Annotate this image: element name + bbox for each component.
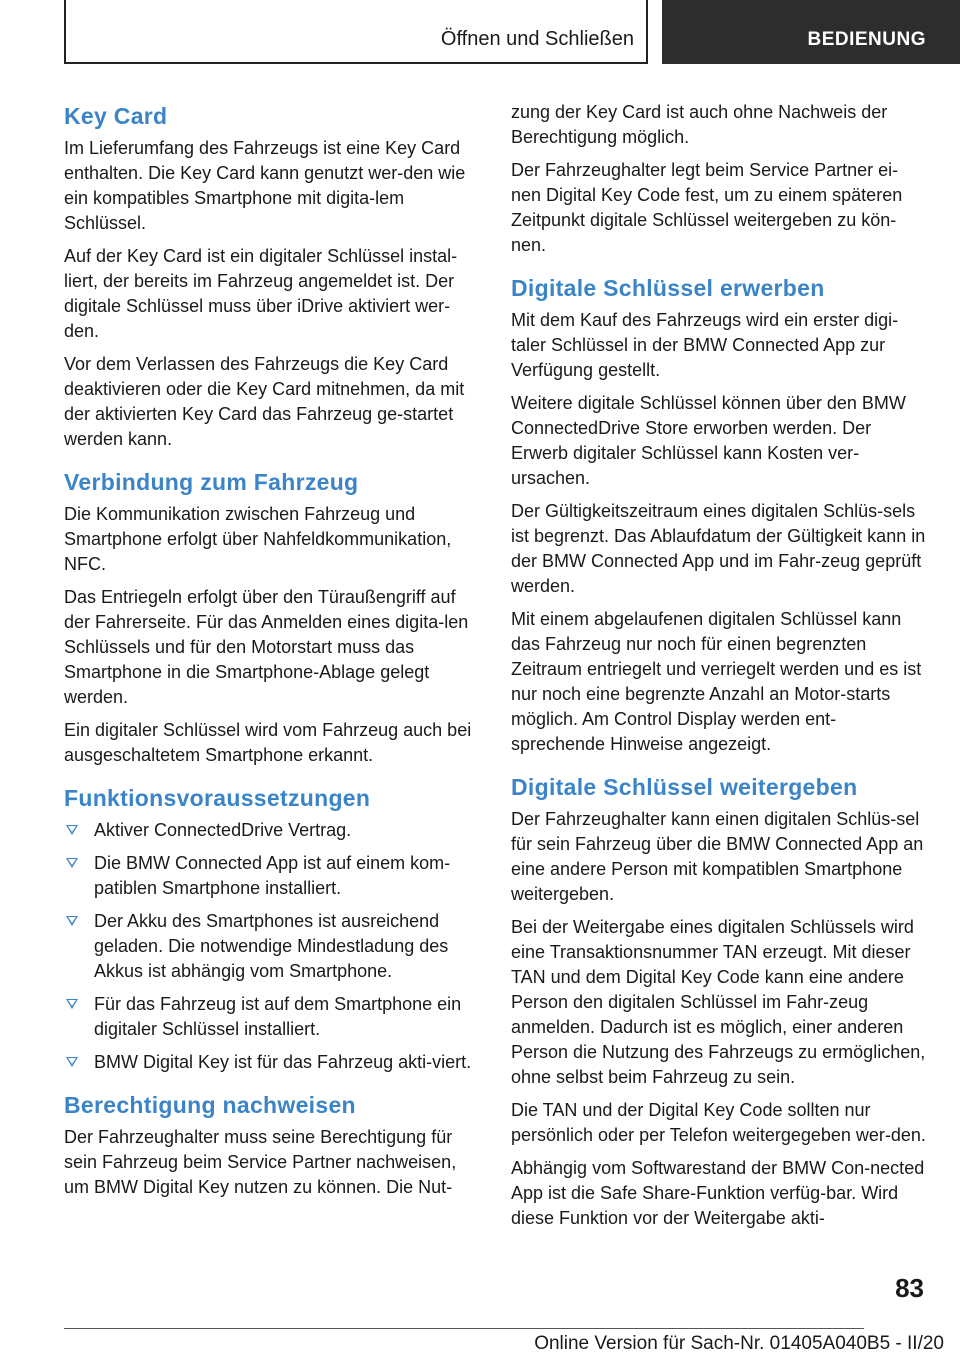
heading-funktionsvoraussetzungen: Funktionsvoraussetzungen <box>64 785 371 811</box>
list-item <box>64 851 480 901</box>
paragraph: Mit einem abgelaufenen digitalen Schlüssel kann das Fahrzeug nur noch für einen begrenzten Zeitraum entriegelt und verriegelt werden und es ist nur noch eine begrenzte Anzahl an Motor-starts möglich. Am Control Display werden ent-sprechende Hinweise angezeigt. <box>511 609 922 754</box>
list-item <box>64 909 480 984</box>
triangle-bullet-icon <box>66 825 78 835</box>
section-funktionsvoraussetzungen <box>64 782 480 1075</box>
paragraph: Der Gültigkeitszeitraum eines digitalen Schlüs-sels ist begrenzt. Das Ablaufdatum der Gültigkeit kann in der BMW Connected App und im Fahr-zeug geprüft werden. <box>511 501 926 596</box>
chapter-tab <box>662 0 960 64</box>
paragraph: Ein digitaler Schlüssel wird vom Fahrzeug auch bei ausgeschaltetem Smartphone erkannt. <box>64 720 472 765</box>
paragraph: Die TAN und der Digital Key Code sollten nur persönlich oder per Telefon weitergegeben wer-den. <box>511 1100 926 1145</box>
paragraph: Der Fahrzeughalter legt beim Service Partner ei-nen Digital Key Code fest, um zu einem späteren Zeitpunkt digitale Schlüssel weitergeben zu kön-nen. <box>511 160 903 255</box>
list-item-text: Die BMW Connected App ist auf einem kom-patiblen Smartphone installiert. <box>94 853 451 898</box>
paragraph: Vor dem Verlassen des Fahrzeugs die Key Card deaktivieren oder die Key Card mitnehmen, da mit der aktivierten Key Card das Fahrzeug ge-startet werden kann. <box>64 354 465 449</box>
chapter-label: BEDIENUNG <box>807 29 926 50</box>
page-number: 83 <box>895 1273 924 1303</box>
paragraph: Der Fahrzeughalter muss seine Berechtigung für sein Fahrzeug beim Service Partner nachweisen, um BMW Digital Key nutzen zu können. Die Nut- <box>64 1127 457 1197</box>
heading-key-card: Key Card <box>64 103 168 129</box>
heading-erwerben: Digitale Schlüssel erwerben <box>511 275 825 301</box>
triangle-bullet-icon <box>66 1057 78 1067</box>
triangle-bullet-icon <box>66 916 78 926</box>
section-verbindung <box>64 466 480 768</box>
paragraph: Abhängig vom Softwarestand der BMW Con-nected App ist die Safe Share-Funktion verfüg-bar. Wird diese Funktion vor der Weitergabe akti- <box>511 1158 925 1228</box>
left-column <box>64 100 480 1214</box>
section-title: Öffnen und Schließen <box>440 28 634 50</box>
list-item <box>64 1050 480 1075</box>
paragraph: Bei der Weitergabe eines digitalen Schlüssels wird eine Transaktionsnummer TAN erzeugt. Mit dieser TAN und dem Digital Key Code kann eine andere Person den digitalen Schlüssel im Fahr-zeug anmelden. Dadurch ist es möglich, einer anderen Person die Nutzung des Fahrzeugs zu ermöglichen, ohne selbst beim Fahrzeug zu sein. <box>511 917 926 1087</box>
heading-verbindung: Verbindung zum Fahrzeug <box>64 469 359 495</box>
list-item-text: Der Akku des Smartphones ist ausreichend geladen. Die notwendige Mindestladung des Akkus ist abhängig vom Smartphone. <box>94 911 449 981</box>
page-header <box>0 0 960 66</box>
list-item-text: Für das Fahrzeug ist auf dem Smartphone ein digitaler Schlüssel installiert. <box>94 994 462 1039</box>
paragraph: Der Fahrzeughalter kann einen digitalen Schlüs-sel für sein Fahrzeug über die BMW Connected App an eine andere Person mit kompatiblen Smartphone weitergeben. <box>511 809 924 904</box>
paragraph: Im Lieferumfang des Fahrzeugs ist eine Key Card enthalten. Die Key Card kann genutzt wer-den wie ein kompatibles Smartphone mit digita-lem Schlüssel. <box>64 138 466 233</box>
right-column <box>511 100 927 1245</box>
list-item-text: BMW Digital Key ist für das Fahrzeug akti-viert. <box>94 1052 472 1072</box>
paragraph: Mit dem Kauf des Fahrzeugs wird ein erster digi-taler Schlüssel in der BMW Connected App zur Verfügung gestellt. <box>511 310 899 380</box>
footer-divider <box>64 1328 864 1329</box>
list-item <box>64 818 480 843</box>
section-berechtigung <box>64 1089 480 1200</box>
list-item <box>64 992 480 1042</box>
footer-text: Online Version für Sach-Nr. 01405A040B5 - II/20 <box>534 1333 944 1354</box>
heading-berechtigung: Berechtigung nachweisen <box>64 1092 356 1118</box>
requirements-list <box>64 818 480 1075</box>
section-weitergeben <box>511 771 927 1231</box>
paragraph: zung der Key Card ist auch ohne Nachweis der Berechtigung möglich. <box>511 102 888 147</box>
paragraph: Das Entriegeln erfolgt über den Türaußengriff auf der Fahrerseite. Für das Anmelden eines digita-len Schlüssels und für den Motorstart muss das Smartphone in die Smartphone-Ablage gelegt werden. <box>64 587 469 707</box>
section-key-card <box>64 100 480 452</box>
triangle-bullet-icon <box>66 999 78 1009</box>
list-item-text: Aktiver ConnectedDrive Vertrag. <box>94 820 352 840</box>
section-erwerben <box>511 272 927 757</box>
paragraph: Die Kommunikation zwischen Fahrzeug und Smartphone erfolgt über Nahfeldkommunikation, NFC. <box>64 504 452 574</box>
section-continuation <box>511 100 927 258</box>
paragraph: Weitere digitale Schlüssel können über den BMW ConnectedDrive Store erworben werden. Der Erwerb digitaler Schlüssel kann Kosten ver-ursachen. <box>511 393 906 488</box>
triangle-bullet-icon <box>66 858 78 868</box>
heading-weitergeben: Digitale Schlüssel weitergeben <box>511 774 858 800</box>
paragraph: Auf der Key Card ist ein digitaler Schlüssel instal-liert, der bereits im Fahrzeug angemeldet ist. Der digitale Schlüssel muss über iDrive aktiviert wer-den. <box>64 246 458 341</box>
